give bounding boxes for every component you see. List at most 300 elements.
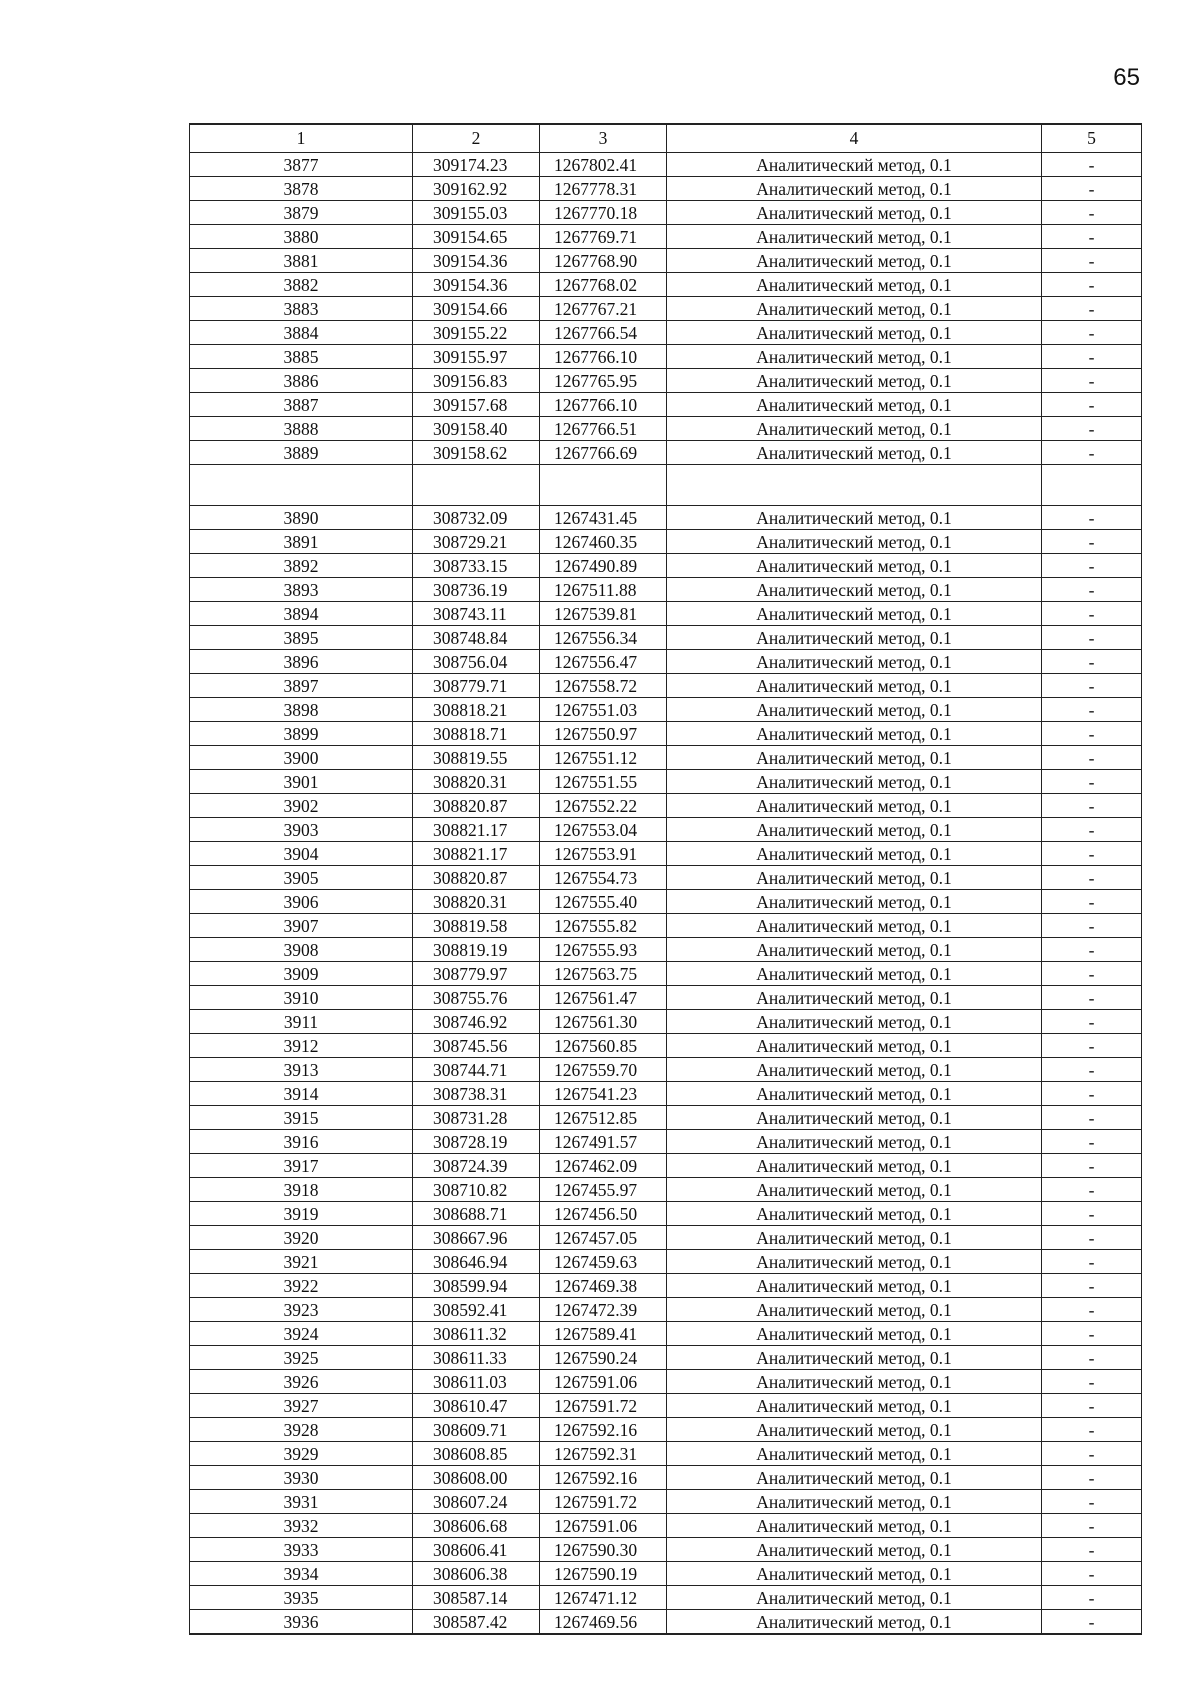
point-number-cell: 3925 xyxy=(190,1346,413,1370)
x-coordinate-cell: 308820.31 xyxy=(413,770,540,794)
table-row xyxy=(190,770,1142,794)
y-coordinate-cell: 1267491.57 xyxy=(540,1130,667,1154)
x-coordinate-cell: 308606.38 xyxy=(413,1562,540,1586)
note-cell: - xyxy=(1042,1610,1142,1635)
point-number-cell: 3929 xyxy=(190,1442,413,1466)
x-coordinate-cell: 308821.17 xyxy=(413,842,540,866)
method-cell: Аналитический метод, 0.1 xyxy=(667,1034,1042,1058)
x-coordinate-cell: 308736.19 xyxy=(413,578,540,602)
method-cell: Аналитический метод, 0.1 xyxy=(667,1466,1042,1490)
note-cell: - xyxy=(1042,297,1142,321)
x-coordinate-cell: 308587.42 xyxy=(413,1610,540,1635)
note-cell: - xyxy=(1042,578,1142,602)
y-coordinate-cell: 1267591.72 xyxy=(540,1490,667,1514)
point-number-cell: 3904 xyxy=(190,842,413,866)
x-coordinate-cell: 308733.15 xyxy=(413,554,540,578)
method-cell: Аналитический метод, 0.1 xyxy=(667,321,1042,345)
method-cell: Аналитический метод, 0.1 xyxy=(667,818,1042,842)
table-row xyxy=(190,1178,1142,1202)
note-cell: - xyxy=(1042,722,1142,746)
table-row xyxy=(190,1370,1142,1394)
x-coordinate-cell: 308688.71 xyxy=(413,1202,540,1226)
table-row xyxy=(190,225,1142,249)
table-row xyxy=(190,1610,1142,1635)
x-coordinate-cell: 309155.22 xyxy=(413,321,540,345)
point-number-cell: 3928 xyxy=(190,1418,413,1442)
table-row xyxy=(190,746,1142,770)
note-cell: - xyxy=(1042,794,1142,818)
y-coordinate-cell: 1267550.97 xyxy=(540,722,667,746)
note-cell: - xyxy=(1042,417,1142,441)
x-coordinate-cell: 308821.17 xyxy=(413,818,540,842)
table-row xyxy=(190,1202,1142,1226)
y-coordinate-cell: 1267539.81 xyxy=(540,602,667,626)
method-cell: Аналитический метод, 0.1 xyxy=(667,746,1042,770)
point-number-cell: 3879 xyxy=(190,201,413,225)
y-coordinate-cell: 1267766.10 xyxy=(540,393,667,417)
y-coordinate-cell: 1267766.69 xyxy=(540,441,667,465)
x-coordinate-cell: 308748.84 xyxy=(413,626,540,650)
x-coordinate-cell: 308779.97 xyxy=(413,962,540,986)
note-cell: - xyxy=(1042,506,1142,530)
note-cell: - xyxy=(1042,746,1142,770)
point-number-cell: 3894 xyxy=(190,602,413,626)
method-cell: Аналитический метод, 0.1 xyxy=(667,1586,1042,1610)
table-row xyxy=(190,722,1142,746)
table-row xyxy=(190,345,1142,369)
method-cell: Аналитический метод, 0.1 xyxy=(667,1562,1042,1586)
method-cell: Аналитический метод, 0.1 xyxy=(667,794,1042,818)
note-cell: - xyxy=(1042,345,1142,369)
table-row xyxy=(190,465,1142,506)
note-cell: - xyxy=(1042,1394,1142,1418)
note-cell: - xyxy=(1042,1370,1142,1394)
method-cell: Аналитический метод, 0.1 xyxy=(667,938,1042,962)
y-coordinate-cell: 1267511.88 xyxy=(540,578,667,602)
x-coordinate-cell: 308606.68 xyxy=(413,1514,540,1538)
point-number-cell: 3895 xyxy=(190,626,413,650)
y-coordinate-cell: 1267471.12 xyxy=(540,1586,667,1610)
note-cell: - xyxy=(1042,177,1142,201)
point-number-cell: 3877 xyxy=(190,153,413,177)
x-coordinate-cell: 308744.71 xyxy=(413,1058,540,1082)
note-cell: - xyxy=(1042,914,1142,938)
table-row xyxy=(190,1058,1142,1082)
table-row xyxy=(190,1418,1142,1442)
method-cell: Аналитический метод, 0.1 xyxy=(667,1370,1042,1394)
method-cell: Аналитический метод, 0.1 xyxy=(667,1250,1042,1274)
y-coordinate-cell: 1267551.03 xyxy=(540,698,667,722)
note-cell: - xyxy=(1042,770,1142,794)
y-coordinate-cell: 1267555.40 xyxy=(540,890,667,914)
table-header-row xyxy=(190,124,1142,153)
y-coordinate-cell: 1267561.47 xyxy=(540,986,667,1010)
point-number-cell: 3888 xyxy=(190,417,413,441)
note-cell: - xyxy=(1042,1274,1142,1298)
table-row xyxy=(190,177,1142,201)
y-coordinate-cell: 1267592.16 xyxy=(540,1418,667,1442)
table-row xyxy=(190,578,1142,602)
method-cell: Аналитический метод, 0.1 xyxy=(667,1442,1042,1466)
method-cell: Аналитический метод, 0.1 xyxy=(667,914,1042,938)
y-coordinate-cell: 1267767.21 xyxy=(540,297,667,321)
column-header: 3 xyxy=(540,124,667,153)
x-coordinate-cell: 308724.39 xyxy=(413,1154,540,1178)
point-number-cell: 3910 xyxy=(190,986,413,1010)
point-number-cell: 3931 xyxy=(190,1490,413,1514)
note-cell: - xyxy=(1042,842,1142,866)
method-cell: Аналитический метод, 0.1 xyxy=(667,986,1042,1010)
y-coordinate-cell: 1267766.10 xyxy=(540,345,667,369)
table-row xyxy=(190,1394,1142,1418)
y-coordinate-cell: 1267559.70 xyxy=(540,1058,667,1082)
method-cell: Аналитический метод, 0.1 xyxy=(667,698,1042,722)
point-number-cell: 3907 xyxy=(190,914,413,938)
table-row xyxy=(190,441,1142,465)
table-row xyxy=(190,554,1142,578)
note-cell: - xyxy=(1042,1538,1142,1562)
method-cell: Аналитический метод, 0.1 xyxy=(667,890,1042,914)
x-coordinate-cell: 308599.94 xyxy=(413,1274,540,1298)
y-coordinate-cell: 1267591.72 xyxy=(540,1394,667,1418)
note-cell: - xyxy=(1042,1082,1142,1106)
x-coordinate-cell: 308646.94 xyxy=(413,1250,540,1274)
method-cell: Аналитический метод, 0.1 xyxy=(667,578,1042,602)
x-coordinate-cell: 308608.00 xyxy=(413,1466,540,1490)
method-cell: Аналитический метод, 0.1 xyxy=(667,1346,1042,1370)
point-number-cell: 3927 xyxy=(190,1394,413,1418)
y-coordinate-cell: 1267592.16 xyxy=(540,1466,667,1490)
table-row xyxy=(190,914,1142,938)
x-coordinate-cell: 308745.56 xyxy=(413,1034,540,1058)
y-coordinate-cell: 1267556.47 xyxy=(540,650,667,674)
table-row xyxy=(190,506,1142,530)
method-cell: Аналитический метод, 0.1 xyxy=(667,506,1042,530)
method-cell: Аналитический метод, 0.1 xyxy=(667,1082,1042,1106)
point-number-cell: 3892 xyxy=(190,554,413,578)
y-coordinate-cell: 1267558.72 xyxy=(540,674,667,698)
method-cell: Аналитический метод, 0.1 xyxy=(667,201,1042,225)
point-number-cell: 3918 xyxy=(190,1178,413,1202)
x-coordinate-cell: 308728.19 xyxy=(413,1130,540,1154)
y-coordinate-cell: 1267553.04 xyxy=(540,818,667,842)
table-row xyxy=(190,1514,1142,1538)
method-cell: Аналитический метод, 0.1 xyxy=(667,1058,1042,1082)
table-row xyxy=(190,986,1142,1010)
note-cell: - xyxy=(1042,1346,1142,1370)
x-coordinate-cell: 308755.76 xyxy=(413,986,540,1010)
note-cell: - xyxy=(1042,866,1142,890)
method-cell: Аналитический метод, 0.1 xyxy=(667,1538,1042,1562)
method-cell: Аналитический метод, 0.1 xyxy=(667,1106,1042,1130)
point-number-cell: 3911 xyxy=(190,1010,413,1034)
note-cell: - xyxy=(1042,441,1142,465)
point-number-cell: 3889 xyxy=(190,441,413,465)
y-coordinate-cell: 1267555.82 xyxy=(540,914,667,938)
y-coordinate-cell: 1267768.90 xyxy=(540,249,667,273)
method-cell: Аналитический метод, 0.1 xyxy=(667,1178,1042,1202)
y-coordinate-cell: 1267765.95 xyxy=(540,369,667,393)
table-row xyxy=(190,393,1142,417)
method-cell: Аналитический метод, 0.1 xyxy=(667,1322,1042,1346)
point-number-cell: 3900 xyxy=(190,746,413,770)
page-number: 65 xyxy=(1113,64,1140,91)
point-number-cell: 3924 xyxy=(190,1322,413,1346)
point-number-cell: 3905 xyxy=(190,866,413,890)
y-coordinate-cell: 1267469.56 xyxy=(540,1610,667,1635)
method-cell: Аналитический метод, 0.1 xyxy=(667,1514,1042,1538)
note-cell: - xyxy=(1042,1298,1142,1322)
table-row xyxy=(190,1130,1142,1154)
x-coordinate-cell: 308729.21 xyxy=(413,530,540,554)
note-cell: - xyxy=(1042,321,1142,345)
y-coordinate-cell: 1267766.51 xyxy=(540,417,667,441)
x-coordinate-cell: 308746.92 xyxy=(413,1010,540,1034)
x-coordinate-cell: 308818.71 xyxy=(413,722,540,746)
note-cell: - xyxy=(1042,225,1142,249)
method-cell: Аналитический метод, 0.1 xyxy=(667,393,1042,417)
x-coordinate-cell: 308820.87 xyxy=(413,794,540,818)
method-cell: Аналитический метод, 0.1 xyxy=(667,722,1042,746)
y-coordinate-cell: 1267512.85 xyxy=(540,1106,667,1130)
table-row xyxy=(190,369,1142,393)
method-cell: Аналитический метод, 0.1 xyxy=(667,602,1042,626)
x-coordinate-cell: 308608.85 xyxy=(413,1442,540,1466)
x-coordinate-cell: 308738.31 xyxy=(413,1082,540,1106)
x-coordinate-cell: 308743.11 xyxy=(413,602,540,626)
note-cell: - xyxy=(1042,1034,1142,1058)
column-header: 4 xyxy=(667,124,1042,153)
table-row xyxy=(190,794,1142,818)
point-number-cell: 3902 xyxy=(190,794,413,818)
point-number-cell: 3878 xyxy=(190,177,413,201)
note-cell: - xyxy=(1042,153,1142,177)
y-coordinate-cell xyxy=(540,465,667,506)
method-cell: Аналитический метод, 0.1 xyxy=(667,962,1042,986)
x-coordinate-cell xyxy=(413,465,540,506)
y-coordinate-cell: 1267563.75 xyxy=(540,962,667,986)
point-number-cell: 3932 xyxy=(190,1514,413,1538)
method-cell: Аналитический метод, 0.1 xyxy=(667,345,1042,369)
x-coordinate-cell: 308820.31 xyxy=(413,890,540,914)
x-coordinate-cell: 309154.65 xyxy=(413,225,540,249)
table-row xyxy=(190,530,1142,554)
table-row xyxy=(190,602,1142,626)
x-coordinate-cell: 309154.36 xyxy=(413,249,540,273)
table-row xyxy=(190,1010,1142,1034)
y-coordinate-cell: 1267490.89 xyxy=(540,554,667,578)
note-cell: - xyxy=(1042,554,1142,578)
method-cell: Аналитический метод, 0.1 xyxy=(667,441,1042,465)
point-number-cell: 3891 xyxy=(190,530,413,554)
x-coordinate-cell: 309158.62 xyxy=(413,441,540,465)
table-row xyxy=(190,1562,1142,1586)
method-cell: Аналитический метод, 0.1 xyxy=(667,1298,1042,1322)
note-cell: - xyxy=(1042,1130,1142,1154)
y-coordinate-cell: 1267591.06 xyxy=(540,1514,667,1538)
y-coordinate-cell: 1267591.06 xyxy=(540,1370,667,1394)
point-number-cell: 3930 xyxy=(190,1466,413,1490)
note-cell: - xyxy=(1042,1442,1142,1466)
note-cell: - xyxy=(1042,1562,1142,1586)
point-number-cell: 3885 xyxy=(190,345,413,369)
point-number-cell: 3886 xyxy=(190,369,413,393)
note-cell: - xyxy=(1042,1418,1142,1442)
table-row xyxy=(190,866,1142,890)
note-cell: - xyxy=(1042,249,1142,273)
point-number-cell: 3914 xyxy=(190,1082,413,1106)
point-number-cell: 3916 xyxy=(190,1130,413,1154)
note-cell: - xyxy=(1042,1154,1142,1178)
x-coordinate-cell: 308819.55 xyxy=(413,746,540,770)
table-row xyxy=(190,153,1142,177)
y-coordinate-cell: 1267551.55 xyxy=(540,770,667,794)
y-coordinate-cell: 1267462.09 xyxy=(540,1154,667,1178)
point-number-cell: 3921 xyxy=(190,1250,413,1274)
y-coordinate-cell: 1267541.23 xyxy=(540,1082,667,1106)
x-coordinate-cell: 309154.66 xyxy=(413,297,540,321)
column-header: 5 xyxy=(1042,124,1142,153)
point-number-cell: 3882 xyxy=(190,273,413,297)
method-cell: Аналитический метод, 0.1 xyxy=(667,650,1042,674)
x-coordinate-cell: 309155.03 xyxy=(413,201,540,225)
table-row xyxy=(190,417,1142,441)
y-coordinate-cell: 1267769.71 xyxy=(540,225,667,249)
x-coordinate-cell: 308820.87 xyxy=(413,866,540,890)
method-cell xyxy=(667,465,1042,506)
x-coordinate-cell: 308611.03 xyxy=(413,1370,540,1394)
table-row xyxy=(190,674,1142,698)
point-number-cell: 3890 xyxy=(190,506,413,530)
point-number-cell: 3898 xyxy=(190,698,413,722)
x-coordinate-cell: 308710.82 xyxy=(413,1178,540,1202)
point-number-cell: 3893 xyxy=(190,578,413,602)
note-cell: - xyxy=(1042,890,1142,914)
note-cell: - xyxy=(1042,1010,1142,1034)
note-cell: - xyxy=(1042,1058,1142,1082)
table-row xyxy=(190,890,1142,914)
method-cell: Аналитический метод, 0.1 xyxy=(667,273,1042,297)
x-coordinate-cell: 308819.19 xyxy=(413,938,540,962)
y-coordinate-cell: 1267768.02 xyxy=(540,273,667,297)
note-cell: - xyxy=(1042,650,1142,674)
note-cell: - xyxy=(1042,1250,1142,1274)
table-row xyxy=(190,1082,1142,1106)
table-row xyxy=(190,1442,1142,1466)
method-cell: Аналитический метод, 0.1 xyxy=(667,297,1042,321)
point-number-cell: 3903 xyxy=(190,818,413,842)
y-coordinate-cell: 1267590.24 xyxy=(540,1346,667,1370)
point-number-cell: 3908 xyxy=(190,938,413,962)
point-number-cell: 3919 xyxy=(190,1202,413,1226)
point-number-cell: 3909 xyxy=(190,962,413,986)
note-cell: - xyxy=(1042,818,1142,842)
method-cell: Аналитический метод, 0.1 xyxy=(667,1010,1042,1034)
y-coordinate-cell: 1267460.35 xyxy=(540,530,667,554)
column-header: 2 xyxy=(413,124,540,153)
table-row xyxy=(190,1322,1142,1346)
table-row xyxy=(190,1538,1142,1562)
coordinates-table xyxy=(189,123,1142,1635)
note-cell: - xyxy=(1042,986,1142,1010)
y-coordinate-cell: 1267553.91 xyxy=(540,842,667,866)
point-number-cell: 3915 xyxy=(190,1106,413,1130)
table-row xyxy=(190,249,1142,273)
x-coordinate-cell: 309158.40 xyxy=(413,417,540,441)
table-row xyxy=(190,1466,1142,1490)
y-coordinate-cell: 1267554.73 xyxy=(540,866,667,890)
method-cell: Аналитический метод, 0.1 xyxy=(667,626,1042,650)
table-row xyxy=(190,1106,1142,1130)
x-coordinate-cell: 308609.71 xyxy=(413,1418,540,1442)
point-number-cell: 3906 xyxy=(190,890,413,914)
table-row xyxy=(190,962,1142,986)
table-row xyxy=(190,1346,1142,1370)
note-cell: - xyxy=(1042,1106,1142,1130)
x-coordinate-cell: 309154.36 xyxy=(413,273,540,297)
note-cell: - xyxy=(1042,1466,1142,1490)
note-cell: - xyxy=(1042,393,1142,417)
table-row xyxy=(190,626,1142,650)
method-cell: Аналитический метод, 0.1 xyxy=(667,1226,1042,1250)
x-coordinate-cell: 308587.14 xyxy=(413,1586,540,1610)
table-row xyxy=(190,201,1142,225)
table-row xyxy=(190,1298,1142,1322)
table-row xyxy=(190,842,1142,866)
x-coordinate-cell: 308611.32 xyxy=(413,1322,540,1346)
point-number-cell: 3912 xyxy=(190,1034,413,1058)
point-number-cell: 3920 xyxy=(190,1226,413,1250)
note-cell: - xyxy=(1042,530,1142,554)
y-coordinate-cell: 1267802.41 xyxy=(540,153,667,177)
x-coordinate-cell: 309174.23 xyxy=(413,153,540,177)
table-body xyxy=(190,153,1142,1635)
point-number-cell: 3934 xyxy=(190,1562,413,1586)
y-coordinate-cell: 1267560.85 xyxy=(540,1034,667,1058)
note-cell: - xyxy=(1042,602,1142,626)
point-number-cell: 3881 xyxy=(190,249,413,273)
note-cell: - xyxy=(1042,938,1142,962)
point-number-cell: 3887 xyxy=(190,393,413,417)
note-cell: - xyxy=(1042,1178,1142,1202)
method-cell: Аналитический метод, 0.1 xyxy=(667,842,1042,866)
y-coordinate-cell: 1267592.31 xyxy=(540,1442,667,1466)
point-number-cell: 3896 xyxy=(190,650,413,674)
point-number-cell: 3883 xyxy=(190,297,413,321)
note-cell: - xyxy=(1042,1490,1142,1514)
method-cell: Аналитический метод, 0.1 xyxy=(667,554,1042,578)
table-row xyxy=(190,1250,1142,1274)
x-coordinate-cell: 308592.41 xyxy=(413,1298,540,1322)
method-cell: Аналитический метод, 0.1 xyxy=(667,177,1042,201)
table-row xyxy=(190,818,1142,842)
y-coordinate-cell: 1267551.12 xyxy=(540,746,667,770)
point-number-cell: 3901 xyxy=(190,770,413,794)
x-coordinate-cell: 309162.92 xyxy=(413,177,540,201)
point-number-cell xyxy=(190,465,413,506)
y-coordinate-cell: 1267472.39 xyxy=(540,1298,667,1322)
note-cell: - xyxy=(1042,1586,1142,1610)
table-row xyxy=(190,1034,1142,1058)
note-cell: - xyxy=(1042,201,1142,225)
table-row xyxy=(190,1154,1142,1178)
table-row xyxy=(190,273,1142,297)
point-number-cell: 3917 xyxy=(190,1154,413,1178)
point-number-cell: 3926 xyxy=(190,1370,413,1394)
method-cell: Аналитический метод, 0.1 xyxy=(667,249,1042,273)
method-cell: Аналитический метод, 0.1 xyxy=(667,1418,1042,1442)
y-coordinate-cell: 1267455.97 xyxy=(540,1178,667,1202)
